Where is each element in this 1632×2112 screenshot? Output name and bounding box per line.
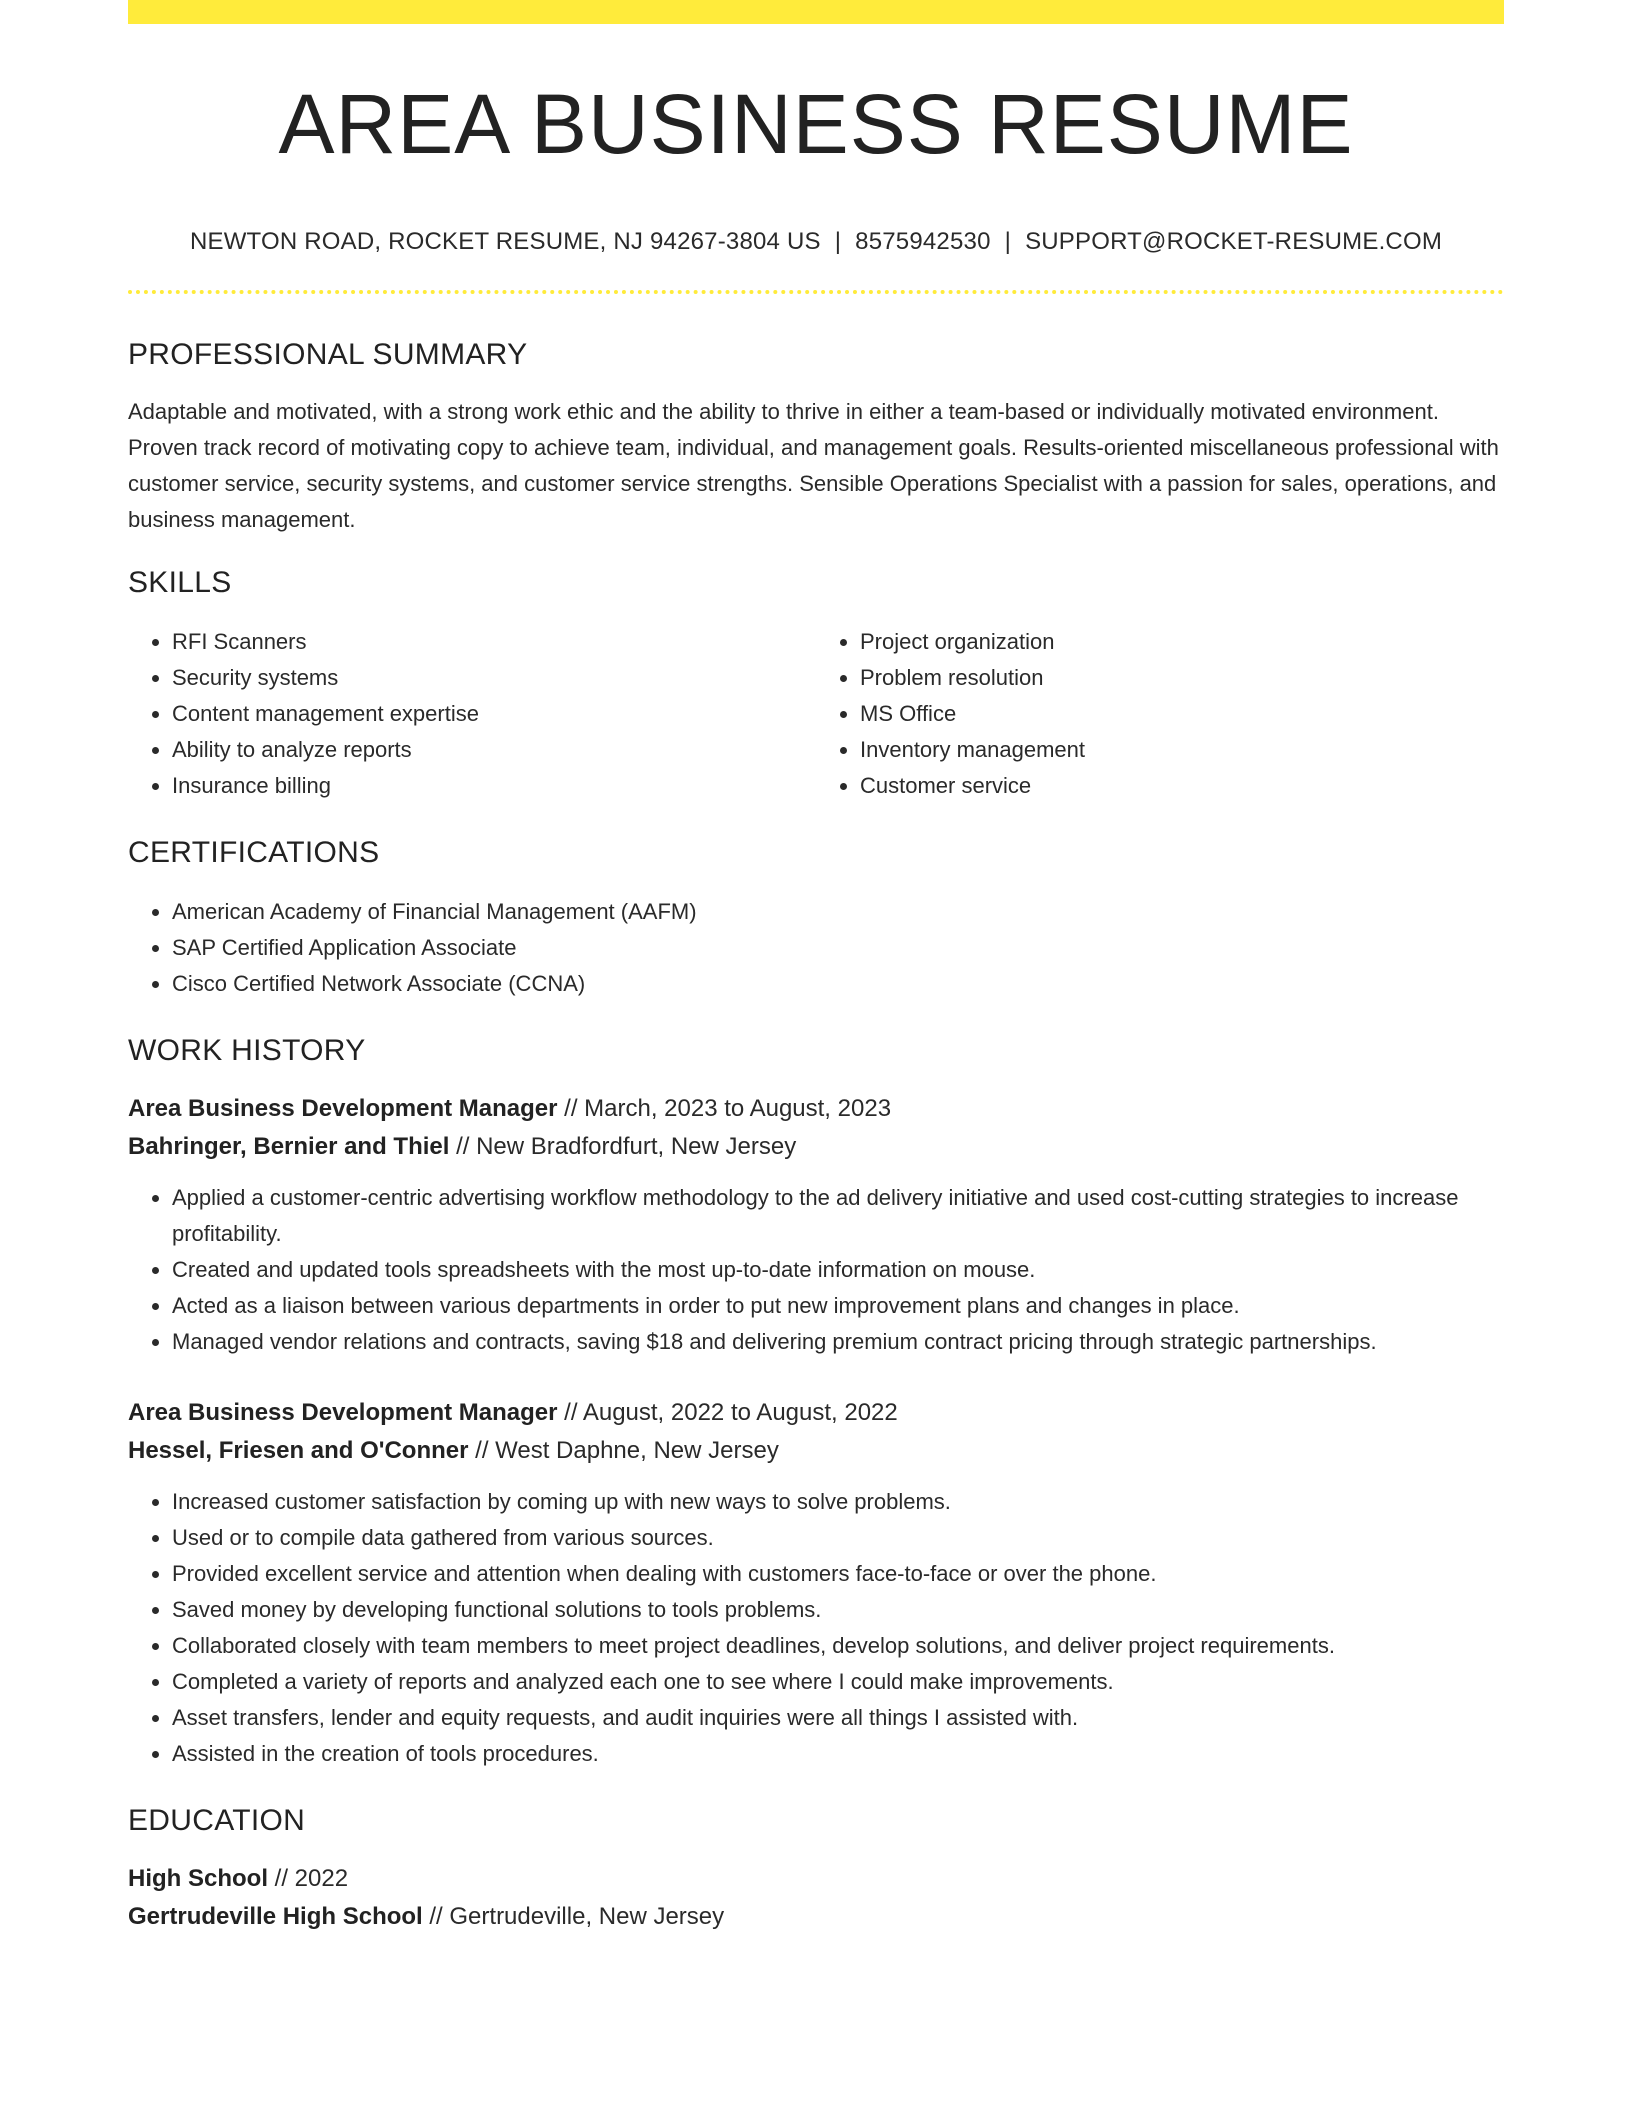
dotted-divider [128,290,1504,294]
school-name: Gertrudeville High School [128,1903,423,1930]
phone: 8575942530 [855,228,991,255]
list-item: • Customer service [860,768,1504,804]
list-item: • Provided excellent service and attention when dealing with customers face-to-face or over the phone. [172,1556,1504,1592]
list-item: • Insurance billing [172,768,816,804]
education-entry [128,1860,1504,1936]
list-item: • Project organization [860,624,1504,660]
job-dates: // August, 2022 to August, 2022 [557,1399,898,1426]
section-heading: CERTIFICATIONS [128,836,380,869]
contact-line [128,230,1504,254]
work-history-section [128,1036,1504,1772]
list-item: • Managed vendor relations and contracts, saving $18 and delivering premium contract pricing through strategic partnerships. [172,1324,1504,1360]
list-item: • Used or to compile data gathered from various sources. [172,1520,1504,1556]
list-item: • Acted as a liaison between various departments in order to put new improvement plans and changes in place. [172,1288,1504,1324]
section-heading: WORK HISTORY [128,1034,366,1067]
list-item: • Problem resolution [860,660,1504,696]
section-heading: PROFESSIONAL SUMMARY [128,338,528,371]
job-company-line [128,1128,1504,1166]
school-location: // Gertrudeville, New Jersey [422,1903,725,1930]
company-location: // West Daphne, New Jersey [468,1437,779,1464]
list-item: • Completed a variety of reports and analyzed each one to see where I could make improvements. [172,1664,1504,1700]
summary-text: Adaptable and motivated, with a strong work ethic and the ability to thrive in either a team-based or individually motivated environment. Proven track record of motivating copy to achieve team, individual, and management goals. Results-oriented miscellaneous professional with customer service, security systems, and customer service strengths. Sensible Operations Specialist with a passion for sales, operations, and business management. [128,399,1499,532]
list-item: • Cisco Certified Network Associate (CCNA) [172,966,1504,1002]
certifications-section [128,838,1504,1002]
list-item: • Asset transfers, lender and equity requests, and audit inquiries were all things I assisted with. [172,1700,1504,1736]
summary-section [128,340,1504,538]
job-title-line [128,1090,1504,1128]
degree: High School [128,1865,268,1892]
certifications-list [128,894,1504,1002]
list-item: • Applied a customer-centric advertising workflow methodology to the ad delivery initiative and used cost-cutting strategies to increase profitability. [172,1180,1504,1252]
graduation-year: // 2022 [268,1865,349,1892]
list-item: • Saved money by developing functional solutions to tools problems. [172,1592,1504,1628]
section-heading: SKILLS [128,566,232,599]
job-dates: // March, 2023 to August, 2023 [557,1095,892,1122]
job-title: Area Business Development Manager [128,1399,558,1426]
resume-title: AREA BUSINESS RESUME [278,77,1354,171]
company-name: Hessel, Friesen and O'Conner [128,1437,469,1464]
list-item: • Assisted in the creation of tools procedures. [172,1736,1504,1772]
school-line [128,1898,1504,1936]
skills-right-list [816,624,1504,804]
skills-left-list [128,624,816,804]
job-entry [128,1394,1504,1772]
email: SUPPORT@ROCKET-RESUME.COM [1025,228,1443,255]
list-item: • Content management expertise [172,696,816,732]
list-item: • American Academy of Financial Management (AAFM) [172,894,1504,930]
separator: | [834,228,842,255]
job-company-line [128,1432,1504,1470]
job-entry [128,1090,1504,1360]
company-name: Bahringer, Bernier and Thiel [128,1133,450,1160]
list-item: • Created and updated tools spreadsheets with the most up-to-date information on mouse. [172,1252,1504,1288]
section-heading: EDUCATION [128,1804,306,1837]
skills-section [128,568,1504,804]
list-item: • SAP Certified Application Associate [172,930,1504,966]
list-item: • Security systems [172,660,816,696]
skills-grid [128,624,1504,804]
company-location: // New Bradfordfurt, New Jersey [449,1133,797,1160]
list-item: • Collaborated closely with team members to meet project deadlines, develop solutions, and deliver project requirements. [172,1628,1504,1664]
resume-page [128,0,1504,1936]
education-section [128,1806,1504,1936]
list-item: • Increased customer satisfaction by coming up with new ways to solve problems. [172,1484,1504,1520]
job-bullets [128,1484,1504,1772]
job-title-line [128,1394,1504,1432]
list-item: • RFI Scanners [172,624,816,660]
address: NEWTON ROAD, ROCKET RESUME, NJ 94267-3804 US [189,228,821,255]
degree-line [128,1860,1504,1898]
list-item: • Ability to analyze reports [172,732,816,768]
job-title: Area Business Development Manager [128,1095,558,1122]
list-item: • MS Office [860,696,1504,732]
separator: | [1004,228,1012,255]
job-bullets [128,1180,1504,1360]
list-item: • Inventory management [860,732,1504,768]
accent-bar [128,0,1504,24]
